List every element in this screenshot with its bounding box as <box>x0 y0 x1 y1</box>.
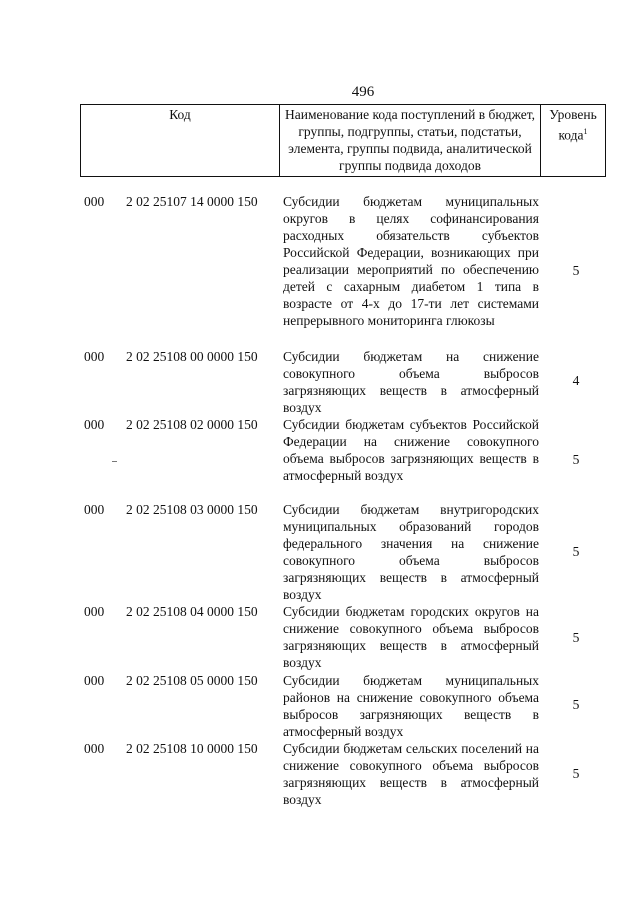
code-level: 5 <box>572 697 580 712</box>
code-level: 5 <box>572 544 580 559</box>
revenue-code: 2 02 25108 03 0000 150 <box>126 502 258 517</box>
admin-code: 000 <box>84 741 105 756</box>
revenue-code: 2 02 25108 04 0000 150 <box>126 604 258 619</box>
admin-code: 000 <box>84 502 105 517</box>
revenue-code: 2 02 25108 00 0000 150 <box>126 349 258 364</box>
header-code: Код <box>81 105 280 177</box>
code-level: 5 <box>572 263 580 278</box>
revenue-code: 2 02 25107 14 0000 150 <box>126 194 258 209</box>
revenue-code: 2 02 25108 02 0000 150 <box>126 417 258 432</box>
revenue-name: Субсидии бюджетам внутригородских муниципальных образований городов федерального значения на снижение совокупного объема выбросов загрязняющих веществ в атмосферный воздух <box>283 502 539 602</box>
header-level <box>541 105 606 177</box>
code-level: 5 <box>572 630 580 645</box>
revenue-name: Субсидии бюджетам муниципальных округов в целях софинансирования расходных обязательств субъектов Российской Федерации, возникающих при реализации мероприятий по обеспечению детей с сахарным диабетом 1 типа в возрасте от 4-х до 17-ти лет системами непрерывного мониторинга глюкозы <box>283 194 539 328</box>
revenue-name: Субсидии бюджетам субъектов Российской Федерации на снижение совокупного объема выбросов загрязняющих веществ в атмосферный воздух <box>283 417 539 483</box>
admin-code: 000 <box>84 417 105 432</box>
header-name: Наименование кода поступлений в бюджет, группы, подгруппы, статьи, подстатьи, элемента, группы подвида, аналитической группы подвида доходов <box>280 105 541 177</box>
code-level: 5 <box>572 452 580 467</box>
admin-code: 000 <box>84 604 105 619</box>
header-level-label: Уровень кода <box>549 107 597 143</box>
admin-code: 000 <box>84 349 105 364</box>
revenue-code: 2 02 25108 05 0000 150 <box>126 673 258 688</box>
scan-artifact <box>112 461 117 462</box>
code-level: 4 <box>572 373 580 388</box>
admin-code: 000 <box>84 194 105 209</box>
header-level-footnote: 1 <box>583 127 588 136</box>
page-number: 496 <box>351 84 375 100</box>
revenue-name: Субсидии бюджетам на снижение совокупного объема выбросов загрязняющих веществ в атмосферный воздух <box>283 349 539 415</box>
code-level: 5 <box>572 766 580 781</box>
revenue-name: Субсидии бюджетам городских округов на снижение совокупного объема выбросов загрязняющих веществ в атмосферный воздух <box>283 604 539 670</box>
revenue-name: Субсидии бюджетам сельских поселений на снижение совокупного объема выбросов загрязняющих веществ в атмосферный воздух <box>283 741 539 807</box>
revenue-name: Субсидии бюджетам муниципальных районов на снижение совокупного объема выбросов загрязняющих веществ в атмосферный воздух <box>283 673 539 739</box>
admin-code: 000 <box>84 673 105 688</box>
revenue-code: 2 02 25108 10 0000 150 <box>126 741 258 756</box>
table-header <box>80 104 606 177</box>
